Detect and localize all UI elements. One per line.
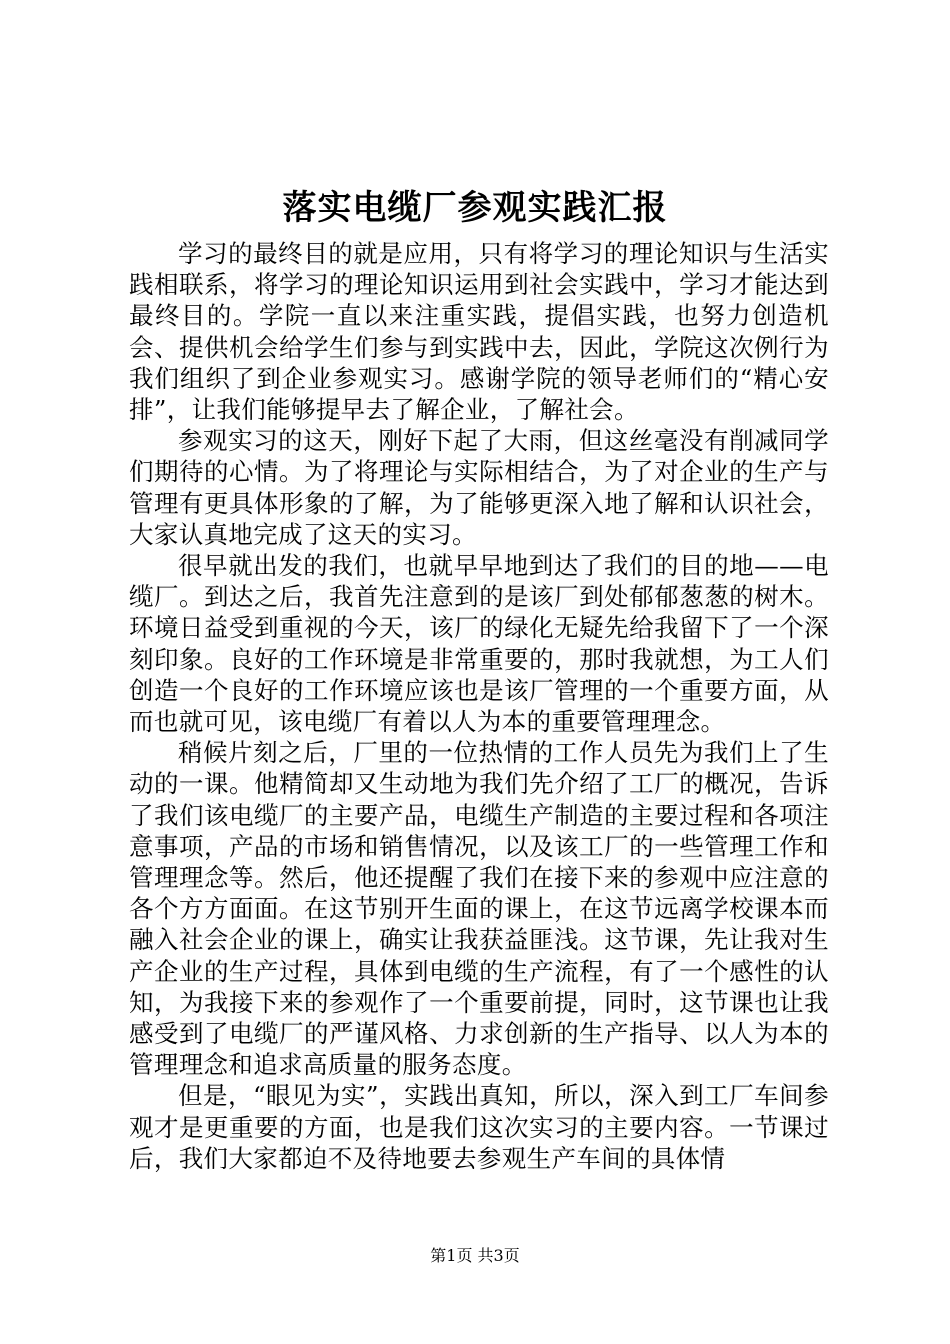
paragraph-1: 学习的最终目的就是应用，只有将学习的理论知识与生活实践相联系，将学习的理论知识运用到社会实践中，学习才能达到最终目的。学院一直以来注重实践，提倡实践，也努力创造机会、提供机会给学生们参与到实践中去，因此，学院这次例行为我们组织了到企业参观实习。感谢学院的领导老师们的“精心安排”，让我们能够提早去了解企业，了解社会。 bbox=[129, 239, 829, 425]
page-footer bbox=[0, 1245, 950, 1267]
paragraph-2: 参观实习的这天，刚好下起了大雨，但这丝毫没有削减同学们期待的心情。为了将理论与实际相结合，为了对企业的生产与管理有更具体形象的了解，为了能够更深入地了解和认识社会，大家认真地完成了这天的实习。 bbox=[129, 426, 829, 549]
document-title: 落实电缆厂参观实践汇报 bbox=[282, 188, 668, 228]
paragraph-4: 稍候片刻之后，厂里的一位热情的工作人员先为我们上了生动的一课。他精简却又生动地为我们先介绍了工厂的概况，告诉了我们该电缆厂的主要产品，电缆生产制造的主要过程和各项注意事项，产品的市场和销售情况，以及该工厂的一些管理工作和管理理念等。然后，他还提醒了我们在接下来的参观中应注意的各个方方面面。在这节别开生面的课上，在这节远离学校课本而融入社会企业的课上，确实让我获益匪浅。这节课，先让我对生产企业的生产过程，具体到电缆的生产流程，有了一个感性的认知，为我接下来的参观作了一个重要前提，同时，这节课也让我感受到了电缆厂的严谨风格、力求创新的生产指导、以人为本的管理理念和追求高质量的服务态度。 bbox=[129, 738, 829, 1080]
paragraph-3: 很早就出发的我们，也就早早地到达了我们的目的地——电缆厂。到达之后，我首先注意到的是该厂到处郁郁葱葱的树木。环境日益受到重视的今天，该厂的绿化无疑先给我留下了一个深刻印象。良好的工作环境是非常重要的，那时我就想，为工人们创造一个良好的工作环境应该也是该厂管理的一个重要方面，从而也就可见，该电缆厂有着以人为本的重要管理理念。 bbox=[129, 551, 829, 737]
paragraph-5: 但是，“眼见为实”，实践出真知，所以，深入到工厂车间参观才是更重要的方面，也是我们这次实习的主要内容。一节课过后，我们大家都迫不及待地要去参观生产车间的具体情 bbox=[129, 1081, 829, 1173]
document-body bbox=[129, 238, 829, 1174]
page-number: 第1页 共3页 bbox=[430, 1246, 520, 1265]
